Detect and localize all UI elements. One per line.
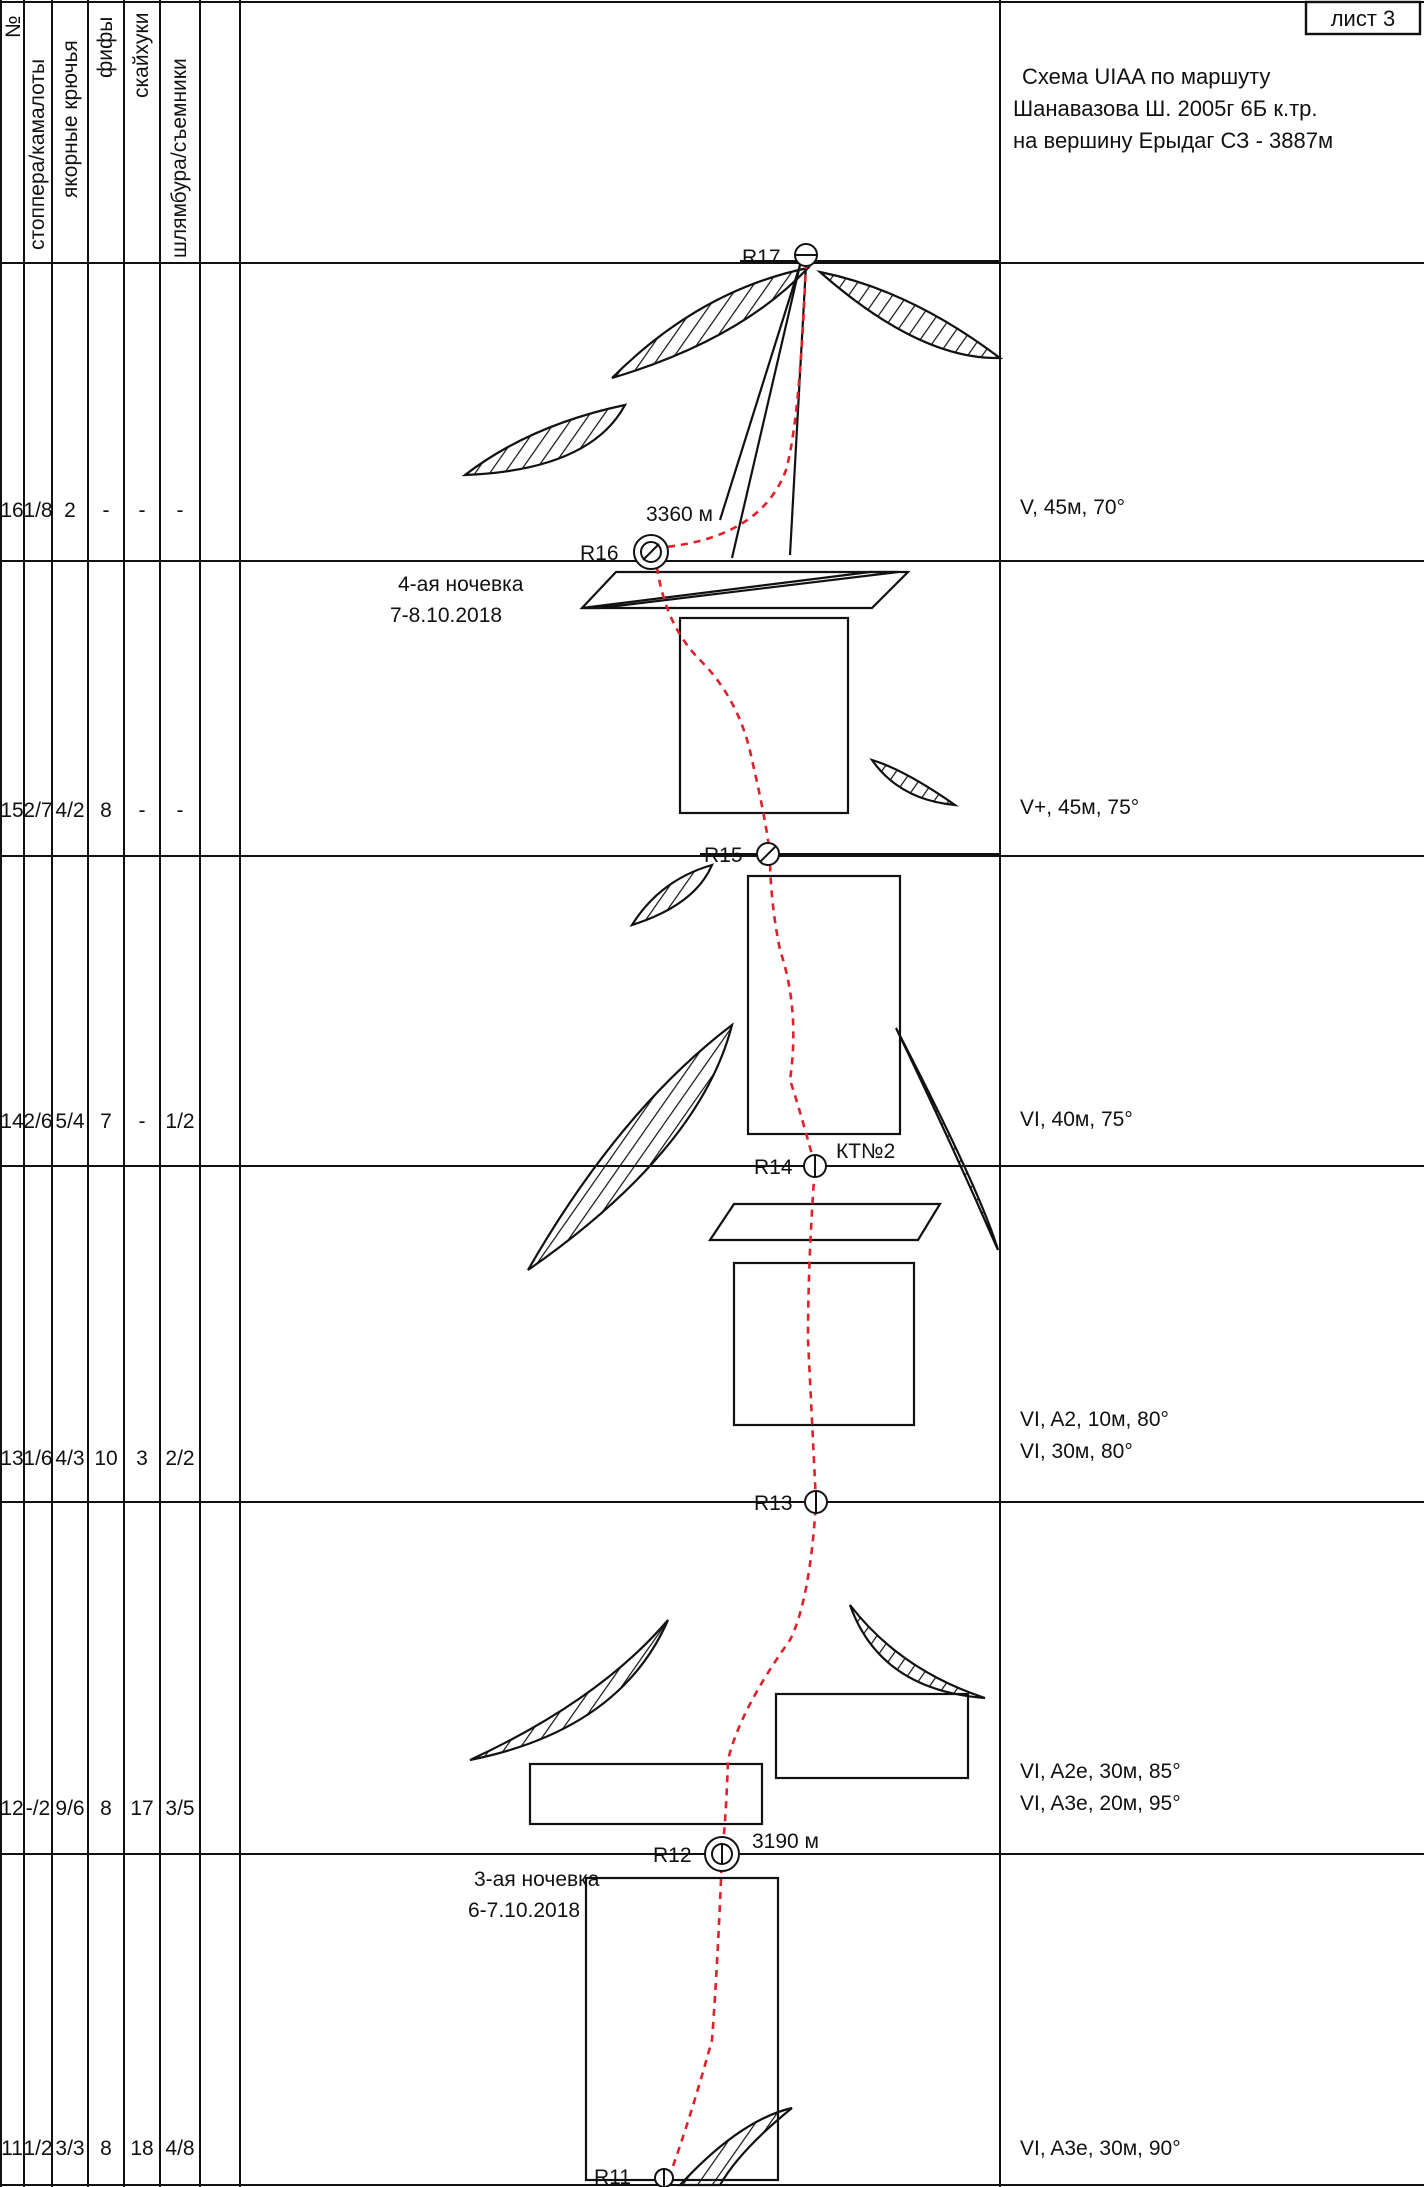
cell-skyhooks: 17 (130, 1797, 154, 1820)
cell-stoppers: 1/2 (23, 2137, 53, 2160)
hatched-overhang (528, 1025, 732, 1270)
cell-bolts: 1/2 (165, 1110, 195, 1133)
column-header-anchors: якорные крючья (59, 40, 82, 198)
belay-station-r11 (594, 2166, 673, 2187)
pitch-description: VI, 30м, 80° (1020, 1440, 1133, 1463)
hatched-overhang (470, 1620, 668, 1760)
ledge (710, 1204, 940, 1240)
pitch-description: VI, A3e, 30м, 90° (1020, 2137, 1181, 2160)
scheme-title-line-1: Схема UIAA по маршуту (1022, 64, 1271, 89)
rock-block (680, 618, 848, 813)
table-row (0, 1110, 194, 1133)
belay-label: R14 (754, 1156, 793, 1179)
cell-stoppers: 2/7 (23, 799, 53, 822)
checkpoint-label: КТ№2 (836, 1140, 896, 1163)
cell-bolts: 2/2 (165, 1447, 195, 1470)
belay-station-r14 (754, 1155, 826, 1179)
belay-label: R16 (580, 542, 619, 565)
hatched-overhang (850, 1605, 985, 1698)
cell-bolts: - (176, 799, 184, 822)
cell-bolts: - (176, 499, 184, 522)
cell-fifi: 7 (100, 1110, 112, 1133)
table-row (0, 1797, 194, 1820)
rock-block (776, 1694, 968, 1778)
belay-station-r17 (740, 244, 1000, 269)
table-row (1, 2137, 195, 2160)
bivouac-4-line-2: 7-8.10.2018 (390, 604, 503, 627)
cell-skyhooks: - (138, 799, 146, 822)
altitude-r16: 3360 м (646, 503, 713, 526)
cell-stoppers: -/2 (25, 1797, 51, 1820)
cell-number: 15 (0, 799, 24, 822)
cell-skyhooks: 3 (136, 1447, 148, 1470)
belay-station-r15 (700, 843, 1000, 867)
column-header-stoppers: стоппера/камалоты (26, 58, 49, 250)
belay-station-r13 (754, 1491, 827, 1515)
table-row (0, 1447, 194, 1470)
bivouac-3-line-2: 6-7.10.2018 (468, 1899, 581, 1922)
table-row (0, 499, 183, 522)
hatched-overhang (465, 405, 625, 475)
cell-anchors: 9/6 (55, 1797, 85, 1820)
route-line (655, 262, 816, 2180)
cell-number: 14 (0, 1110, 24, 1133)
cell-number: 11 (1, 2137, 23, 2160)
pitch-description: V+, 45м, 75° (1020, 796, 1140, 819)
sheet-label: лист 3 (1330, 6, 1396, 31)
cell-number: 16 (0, 499, 24, 522)
cell-stoppers: 1/8 (23, 499, 53, 522)
bivouac-3-line-1: 3-ая ночевка (474, 1868, 600, 1891)
cell-fifi: 8 (100, 2137, 112, 2160)
cell-fifi: 8 (100, 1797, 112, 1820)
hatched-overhang (872, 760, 955, 805)
cell-stoppers: 2/6 (23, 1110, 53, 1133)
cell-bolts: 3/5 (165, 1797, 195, 1820)
belay-label: R17 (742, 246, 781, 269)
scheme-title-line-3: на вершину Ерыдаг СЗ - 3887м (1013, 128, 1334, 153)
pitch-description: VI, A2, 10м, 80° (1020, 1408, 1169, 1431)
column-header-number: № (2, 15, 25, 38)
column-header-skyhooks: скайхуки (130, 12, 153, 98)
bivouac-4-line-1: 4-ая ночевка (398, 573, 524, 596)
belay-label: R15 (704, 844, 743, 867)
altitude-r12: 3190 м (752, 1830, 819, 1853)
column-header-bolts: шлямбура/съемники (168, 58, 191, 258)
cell-fifi: 10 (94, 1447, 118, 1470)
belay-label: R13 (754, 1492, 793, 1515)
pitch-description: VI, A3e, 20м, 95° (1020, 1792, 1181, 1815)
ledge (582, 572, 898, 608)
cell-fifi: 8 (100, 799, 112, 822)
cell-anchors: 4/2 (55, 799, 85, 822)
table-row (0, 799, 183, 822)
belay-station-r16 (580, 535, 668, 569)
pitch-description: V, 45м, 70° (1020, 496, 1125, 519)
hatched-overhang (680, 2108, 792, 2185)
cell-number: 12 (0, 1797, 24, 1820)
cell-skyhooks: - (138, 499, 146, 522)
cell-fifi: - (102, 499, 110, 522)
column-header-fifi: фифы (94, 16, 117, 78)
cell-skyhooks: 18 (130, 2137, 154, 2160)
rock-block (734, 1263, 914, 1425)
cell-skyhooks: - (138, 1110, 146, 1133)
scheme-title-line-2: Шанавазова Ш. 2005г 6Б к.тр. (1013, 96, 1318, 121)
belay-label: R12 (653, 1844, 692, 1867)
pitch-description: VI, A2e, 30м, 85° (1020, 1760, 1181, 1783)
belay-label: R11 (594, 2166, 631, 2187)
cell-bolts: 4/8 (165, 2137, 195, 2160)
cell-anchors: 3/3 (55, 2137, 85, 2160)
cell-stoppers: 1/6 (23, 1447, 53, 1470)
hatched-overhang (820, 272, 1000, 358)
cell-number: 13 (0, 1447, 24, 1470)
rock-block (748, 876, 900, 1134)
hatched-overhang (632, 865, 712, 925)
pitch-description: VI, 40м, 75° (1020, 1108, 1133, 1131)
cell-anchors: 2 (64, 499, 76, 522)
cell-anchors: 5/4 (55, 1110, 85, 1133)
hatched-overhang (896, 1028, 998, 1250)
cell-anchors: 4/3 (55, 1447, 85, 1470)
